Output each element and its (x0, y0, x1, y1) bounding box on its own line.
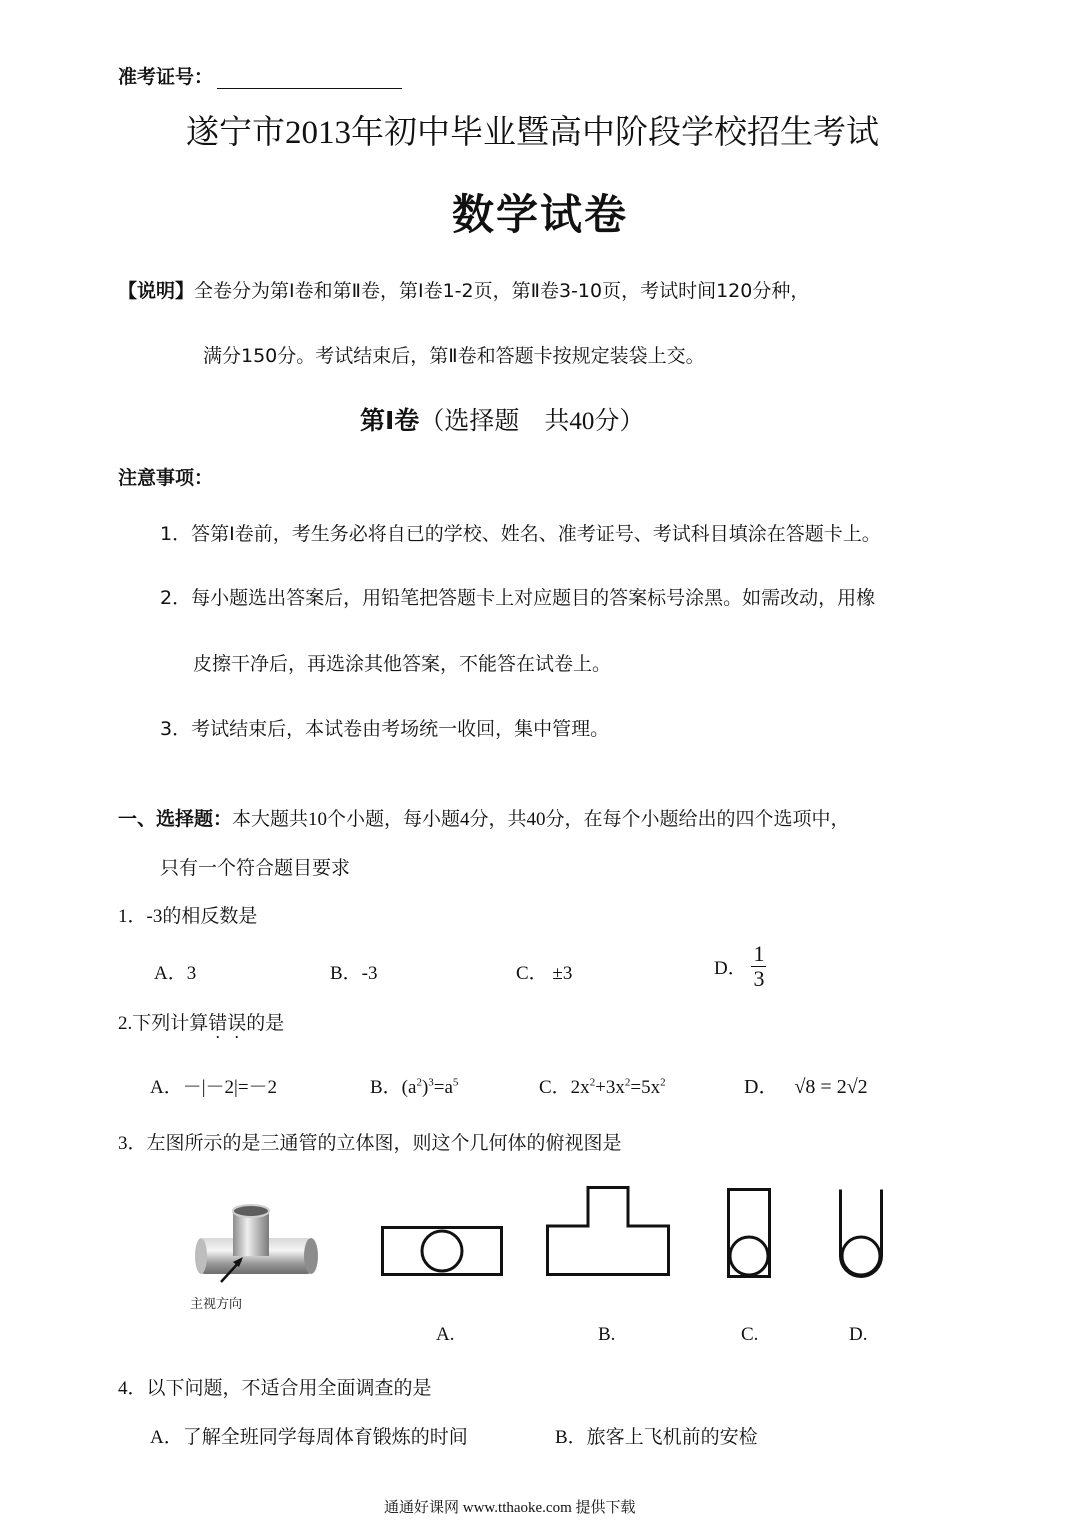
fraction-one-third (751, 942, 766, 991)
q2c-part: +3x (595, 1077, 625, 1098)
q2c-exp: 2 (589, 1076, 596, 1089)
question-2-option-c (539, 1072, 666, 1099)
notice-line-1 (118, 276, 809, 303)
q2b-exp: 3 (428, 1076, 434, 1089)
q2b-part: =a (433, 1077, 453, 1098)
q2c-exp: 2 (624, 1076, 631, 1089)
question-1-option-d (714, 942, 766, 991)
q2c-exp: 2 (660, 1076, 666, 1089)
ticket-number-label: 准考证号： (118, 66, 214, 88)
question-4-option-b: B．旅客上飞机前的安检 (555, 1427, 758, 1448)
view-direction-label: 主视方向 (190, 1297, 243, 1312)
question-2-stem-after: 的是 (246, 1013, 285, 1034)
top-view-option-d (839, 1188, 883, 1278)
emphasis-char-1: 错 (208, 1013, 228, 1034)
question-2-option-d (744, 1070, 868, 1099)
q2b-exp: 5 (452, 1076, 459, 1089)
q2d-prefix: D． (744, 1076, 779, 1098)
exam-title: 遂宁市2013年初中毕业暨高中阶段学校招生考试 (186, 115, 879, 151)
tee-pipe-illustration (193, 1204, 323, 1294)
part-one-line-2: 只有一个符合题目要求 (160, 858, 351, 879)
part-one-desc: 本大题共10个小题，每小题4分，共40分，在每个小题给出的四个选项中， (232, 809, 850, 830)
fraction-denominator: 3 (753, 966, 765, 991)
question-1-option-d-prefix: D． (714, 958, 747, 979)
precautions-title: 注意事项： (118, 467, 214, 489)
section-heading-bold: 第Ⅰ卷 (360, 406, 420, 435)
question-2-stem-before: 2.下列计算 (118, 1013, 209, 1034)
question-1-option-a: A．3 (154, 963, 197, 984)
question-3-stem: 3．左图所示的是三通管的立体图，则这个几何体的俯视图是 (118, 1133, 622, 1154)
fraction-numerator: 1 (753, 941, 765, 966)
question-3-label-b: B. (598, 1324, 616, 1345)
emphasis-char-2: 误 (227, 1013, 247, 1034)
question-1-stem: 1．-3的相反数是 (118, 906, 258, 927)
notice-tag: 【说明】 (118, 280, 195, 302)
top-view-option-b (546, 1186, 670, 1276)
section-heading-rest: （选择题 共40分） (419, 408, 645, 435)
top-view-option-a (381, 1226, 503, 1276)
section-heading (360, 401, 644, 437)
question-2-option-b (370, 1072, 458, 1099)
part-one-label: 一、选择题： (118, 808, 233, 830)
precaution-item-2-line-1: 2．每小题选出答案后，用铅笔把答题卡上对应题目的答案标号涂黑。如需改动，用橡 (160, 587, 876, 609)
q2b-exp: 2 (416, 1076, 422, 1089)
precaution-item-2-line-2: 皮擦干净后，再选涂其他答案，不能答在试卷上。 (193, 653, 612, 675)
part-one-line-1 (118, 804, 850, 831)
ticket-number-row (118, 62, 402, 89)
top-view-option-c (727, 1188, 771, 1278)
question-3-label-c: C. (741, 1324, 759, 1345)
question-3-label-a: A. (436, 1324, 455, 1345)
footer-source: 通通好课网 www.tthaoke.com 提供下载 (384, 1500, 636, 1516)
question-2-option-a: A．－|－2|=－2 (150, 1077, 278, 1098)
q2c-part: =5x (630, 1077, 661, 1098)
q2c-part: C．2x (539, 1077, 590, 1098)
ticket-number-blank (217, 66, 402, 89)
precaution-item-3: 3．考试结束后，本试卷由考场统一收回，集中管理。 (160, 718, 610, 740)
question-4-stem: 4．以下问题，不适合用全面调查的是 (118, 1378, 432, 1399)
question-2-stem (118, 1008, 284, 1035)
question-3-label-d: D. (849, 1324, 868, 1345)
q2b-part: B．(a (370, 1077, 417, 1098)
notice-text-1: 全卷分为第Ⅰ卷和第Ⅱ卷，第Ⅰ卷1-2页，第Ⅱ卷3-10页，考试时间120分种， (194, 280, 810, 302)
paper-title: 数学试卷 (452, 190, 629, 239)
q2b-part: ) (421, 1077, 429, 1098)
question-4-option-a: A．了解全班同学每周体育锻炼的时间 (150, 1427, 468, 1448)
q2d-expression: √8 = 2√2 (794, 1076, 868, 1098)
precaution-item-1: 1．答第Ⅰ卷前，考生务必将自已的学校、姓名、准考证号、考试科目填涂在答题卡上。 (160, 523, 881, 545)
question-1-option-b: B．-3 (330, 963, 378, 984)
question-1-option-c: C． ±3 (516, 963, 573, 984)
notice-line-2: 满分150分。考试结束后，第Ⅱ卷和答题卡按规定装袋上交。 (203, 345, 705, 367)
